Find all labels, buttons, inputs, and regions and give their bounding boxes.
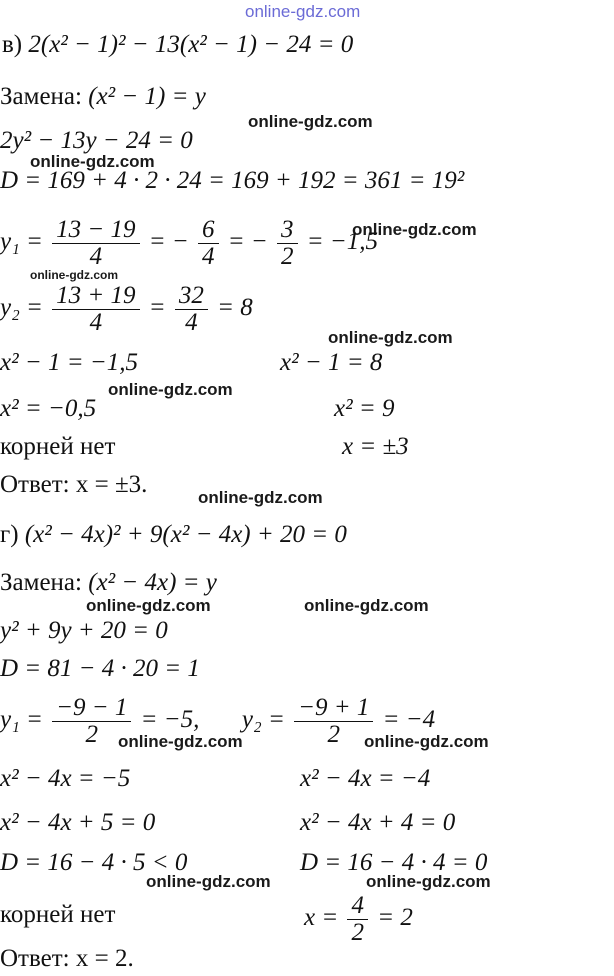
- part-g-left-eq2: x² − 4x + 5 = 0: [0, 809, 156, 836]
- part-g-right-eq2: x² − 4x + 4 = 0: [300, 809, 456, 836]
- part-v-right-eq1: x² − 1 = 8: [280, 349, 383, 376]
- watermark: online-gdz.com: [328, 328, 453, 347]
- part-g-label: г): [0, 521, 19, 548]
- fraction: $\frac{6}{4}$: [198, 217, 219, 270]
- part-g-right-eq3: D = 16 − 4 · 4 = 0: [300, 849, 488, 876]
- substitution-expression: (x² − 1) = y: [88, 83, 206, 110]
- part-v-quadratic: 2y² − 13y − 24 = 0: [0, 127, 193, 154]
- part-g-x-solution: x = $\frac{4}{2}$ = 2: [304, 891, 413, 946]
- part-g-answer: Ответ: x = 2.: [0, 945, 134, 972]
- part-v-discriminant: D = 169 + 4 · 2 · 24 = 169 + 192 = 361 = 19²: [0, 167, 465, 194]
- part-v-right-eq3: x = ±3: [342, 433, 409, 460]
- part-v-substitution: [0, 82, 206, 112]
- watermark: online-gdz.com: [118, 732, 243, 751]
- part-v-right-eq2: x² = 9: [334, 395, 395, 422]
- fraction: $\frac{3}{2}$: [277, 217, 298, 270]
- part-v-equation: [2, 30, 353, 60]
- watermark: online-gdz.com: [30, 268, 118, 282]
- part-g-left-eq3: D = 16 − 4 · 5 < 0: [0, 849, 188, 876]
- part-v-left-eq2: x² = −0,5: [0, 395, 97, 422]
- part-g-no-roots: корней нет: [0, 901, 116, 928]
- part-v-y1: y₁ = $\frac{13 - 19}{4}$ = − $\frac{6}{4}$ = − $\frac{3}{2}$ = −1,5: [0, 215, 379, 270]
- part-v-answer: Ответ: x = ±3.: [0, 471, 148, 498]
- part-g-right-eq1: x² − 4x = −4: [300, 765, 431, 792]
- substitution-expression: (x² − 4x) = y: [88, 569, 217, 596]
- watermark: online-gdz.com: [30, 152, 155, 171]
- part-g-discriminant: D = 81 − 4 · 20 = 1: [0, 655, 200, 682]
- watermark-top: online-gdz.com: [245, 2, 361, 21]
- watermark: online-gdz.com: [364, 732, 489, 751]
- fraction: $\frac{13 + 19}{4}$: [52, 283, 139, 336]
- part-v-main-equation: 2(x² − 1)² − 13(x² − 1) − 24 = 0: [28, 31, 354, 58]
- part-g-main-equation: (x² − 4x)² + 9(x² − 4x) + 20 = 0: [24, 521, 347, 548]
- part-v-label: в): [2, 31, 23, 58]
- fraction: $\frac{13 - 19}{4}$: [52, 217, 139, 270]
- watermark: online-gdz.com: [304, 596, 429, 615]
- fraction: $\frac{-9 + 1}{2}$: [294, 695, 373, 748]
- fraction: $\frac{32}{4}$: [175, 283, 208, 336]
- watermark: online-gdz.com: [86, 596, 211, 615]
- watermark: online-gdz.com: [146, 872, 271, 891]
- watermark: online-gdz.com: [198, 488, 323, 507]
- part-g-substitution: [0, 568, 217, 598]
- fraction: $\frac{-9 - 1}{2}$: [52, 695, 131, 748]
- part-g-left-eq1: x² − 4x = −5: [0, 765, 131, 792]
- watermark: online-gdz.com: [352, 220, 477, 239]
- part-g-quadratic: y² + 9y + 20 = 0: [0, 617, 168, 644]
- part-g-equation: [0, 520, 347, 550]
- part-g-y-values: y₁ = $\frac{-9 - 1}{2}$ = −5, y₂ = $\frac{-9 + 1}{2}$ = −4: [0, 693, 436, 748]
- fraction: $\frac{4}{2}$: [347, 893, 368, 946]
- part-v-y2: y₂ = $\frac{13 + 19}{4}$ = $\frac{32}{4}$ = 8: [0, 281, 253, 336]
- watermark: online-gdz.com: [366, 872, 491, 891]
- substitution-word: Замена:: [0, 83, 82, 110]
- watermark: online-gdz.com: [248, 112, 373, 131]
- part-v-left-eq1: x² − 1 = −1,5: [0, 349, 138, 376]
- part-v-no-roots: корней нет: [0, 433, 116, 460]
- watermark: online-gdz.com: [108, 380, 233, 399]
- substitution-word: Замена:: [0, 569, 82, 596]
